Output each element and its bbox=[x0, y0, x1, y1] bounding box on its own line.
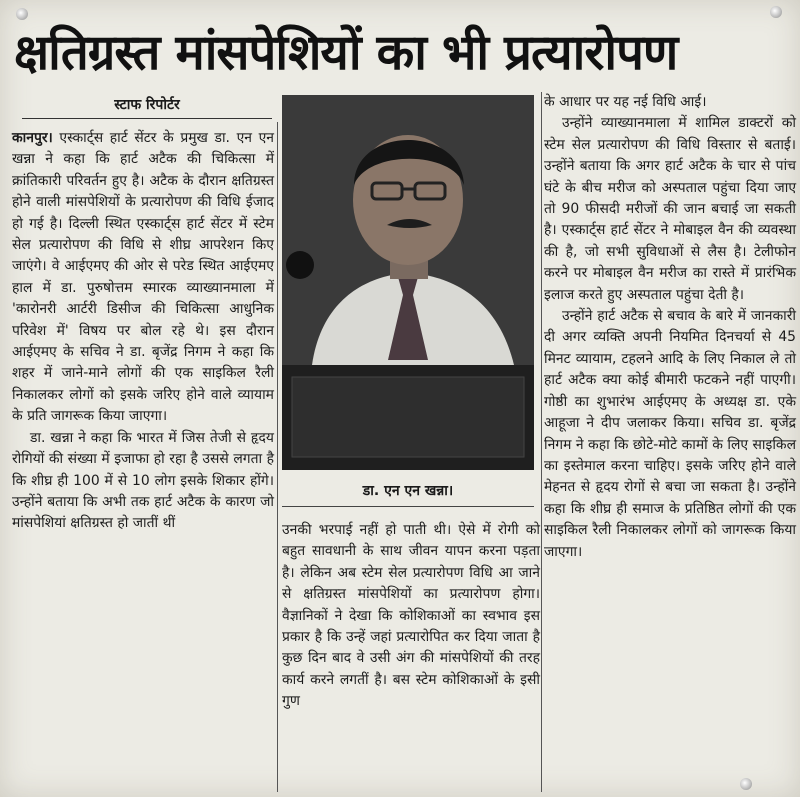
byline: स्टाफ रिपोर्टर bbox=[22, 92, 272, 119]
article-column-3 bbox=[544, 92, 796, 792]
photo-caption: डा. एन एन खन्ना। bbox=[282, 476, 534, 507]
person-portrait-icon bbox=[282, 95, 534, 470]
article-column-1 bbox=[12, 128, 274, 793]
article-column-2 bbox=[282, 520, 540, 790]
column-divider bbox=[541, 92, 542, 792]
paragraph-text: एस्कार्ट्स हार्ट सेंटर के प्रमुख डा. एन एन खन्ना ने कहा कि हार्ट अटैक की चिकित्सा में क्रांतिकारी परिवर्तन हुए है। अटैक के दौरान क्षतिग्रस्त होने वाली मांसपेशियों के प्रत्यारोपण की विधि ईजाद हो गई है। दिल्ली स्थित एस्कार्ट्स हार्ट सेंटर में स्टेम सेल प्रत्यारोपण की विधि से शीघ्र आपरेशन किए जाएंगे। वे आईएमए की ओर से परेड स्थित आईएमए हाल में डा. पुरुषोत्तम स्मारक व्याख्यानमाला में 'कारोनरी आर्टरी डिसीज की चिकित्सा आधुनिक परिवेश में' विषय पर बोल रहे थे। इस दौरान आईएमए के सचिव ने डा. बृजेंद्र निगम ने कहा कि शहर में जाने-माने लोगों की एक साइकिल रैली निकालकर लोगों को इसके जरिए होने वाले व्यायाम के प्रति जागरूक किया जाएगा। bbox=[12, 130, 274, 425]
paragraph: उनकी भरपाई नहीं हो पाती थी। ऐसे में रोगी को बहुत सावधानी के साथ जीवन यापन करना पड़ता है। लेकिन अब स्टेम सेल प्रत्यारोपण विधि आ जाने से क्षतिग्रस्त मांसपेशियों का प्रत्यारोपण होगा। वैज्ञानिकों ने देखा कि कोशिकाओं का स्वभाव इस प्रकार है कि उन्हें जहां प्रत्यारोपित कर दिया जाता है कुछ दिन बाद वे उसी अंग की मांसपेशियों की तरह कार्य करने लगतीं है। बस स्टेम कोशिकाओं के इसी गुण bbox=[282, 522, 540, 710]
paragraph: के आधार पर यह नई विधि आई। bbox=[544, 94, 707, 110]
dateline: कानपुर। bbox=[12, 130, 53, 146]
paragraph: उन्होंने व्याख्यानमाला में शामिल डाक्टरों को स्टेम सेल प्रत्यारोपण की विधि विस्तार से बताई। उन्होंने बताया कि अगर हार्ट अटैक के चार से पांच घंटे के बीच मरीज को अस्पताल पहुंचा दिया जाए तो 90 फीसदी मरीजों की जान बचाई जा सकती है। एस्कार्ट्स हार्ट सेंटर ने मोबाइल वैन की व्यवस्था की है, जो सभी सुविधाओं से लैस है। टेलीफोन करने पर मोबाइल वैन मरीज का रास्ते में प्रारंभिक इलाज करते हुए अस्पताल पहुंचा देती है। bbox=[544, 115, 796, 303]
portrait-photo bbox=[282, 95, 534, 470]
column-divider bbox=[277, 122, 278, 792]
headline: क्षतिग्रस्त मांसपेशियों का भी प्रत्यारोपण bbox=[14, 24, 678, 81]
paragraph: डा. खन्ना ने कहा कि भारत में जिस तेजी से हृदय रोगियों की संख्या में इजाफा हो रहा है उससे लगता है कि शीघ्र ही 100 में से 10 लोग इसके शिकार होंगे। उन्होंने बताया कि अभी तक हार्ट अटैक के कारण जो मांसपेशियां क्षतिग्रस्त हो जातीं थीं bbox=[12, 429, 274, 532]
paragraph: उन्होंने हार्ट अटैक से बचाव के बारे में जानकारी दी अगर व्यक्ति अपनी नियमित दिनचर्या से 45 मिनट व्यायाम, टहलने आदि के लिए निकाल ले तो हार्ट अटैक क्या कोई बीमारी फटकने नहीं पाएगी। गोष्ठी का शुभारंभ आईएमए के अध्यक्ष डा. एके आहूजा ने दीप जलाकर किया। सचिव डा. बृजेंद्र निगम ने कहा कि छोटे-मोटे कामों के लिए साइकिल का इस्तेमाल करना चाहिए। इसके जरिए होने वाले मेहनत से हृदय रोगों से बचा जा सकता है। उन्होंने कहा कि शीघ्र ही समाज के प्रतिष्ठित लोगों की एक साइकिल रैली निकालकर लोगों को जागरूक किया जाएगा। bbox=[544, 308, 796, 560]
pin-icon bbox=[770, 6, 782, 18]
paragraph bbox=[12, 128, 274, 428]
